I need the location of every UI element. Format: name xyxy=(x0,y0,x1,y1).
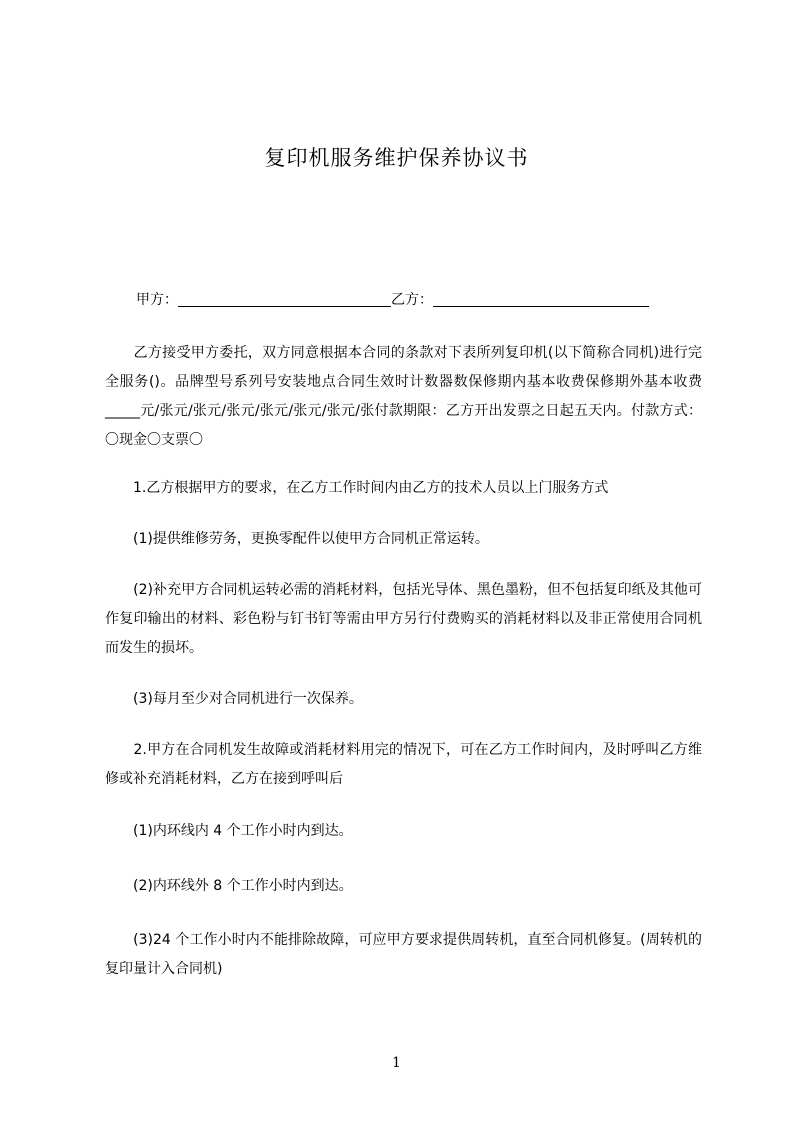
document-title: 复印机服务维护保养协议书 xyxy=(264,146,529,170)
clause-2-item-3: (3)24 个工作小时内不能排除故障，可应甲方要求提供周转机，直至合同机修复。(周转机的复印量计入合同机) xyxy=(105,932,702,977)
intro-paragraph: 乙方接受甲方委托，双方同意根据本合同的条款对下表所列复印机(以下简称合同机)进行完全服务()。品牌型号系列号安装地点合同生效时计数器数保修期内基本收费保修期外基本收费_____元/张元/张元/张元/张元/张元/张元/张付款期限：乙方开出发票之日起五天内。付款方式：〇现金〇支票〇 xyxy=(105,345,702,448)
clause-1: 1.乙方根据甲方的要求，在乙方工作时间内由乙方的技术人员以上门服务方式 xyxy=(105,480,609,496)
clause-2-item-1: (1)内环线内 4 个工作小时内到达。 xyxy=(105,823,353,839)
party-b-label: 乙方： xyxy=(391,292,433,308)
party-a-label: 甲方： xyxy=(136,292,178,308)
clause-2-item-2: (2)内环线外 8 个工作小时内到达。 xyxy=(105,878,353,894)
parties-line xyxy=(136,289,649,311)
clause-1-item-1: (1)提供维修劳务，更换零配件以使甲方合同机正常运转。 xyxy=(105,531,489,547)
clause-2: 2.甲方在合同机发生故障或消耗材料用完的情况下，可在乙方工作时间内，及时呼叫乙方维修或补充消耗材料，乙方在接到呼叫后 xyxy=(105,742,702,787)
page-number: 1 xyxy=(392,1055,401,1071)
party-b-blank xyxy=(433,290,649,307)
party-a-blank xyxy=(178,290,391,307)
clause-1-item-3: (3)每月至少对合同机进行一次保养。 xyxy=(105,691,363,707)
clause-1-item-2: (2)补充甲方合同机运转必需的消耗材料，包括光导体、黑色墨粉，但不包括复印纸及其他可作复印输出的材料、彩色粉与钉书钉等需由甲方另行付费购买的消耗材料以及非正常使用合同机而发生的损坏。 xyxy=(105,582,702,656)
